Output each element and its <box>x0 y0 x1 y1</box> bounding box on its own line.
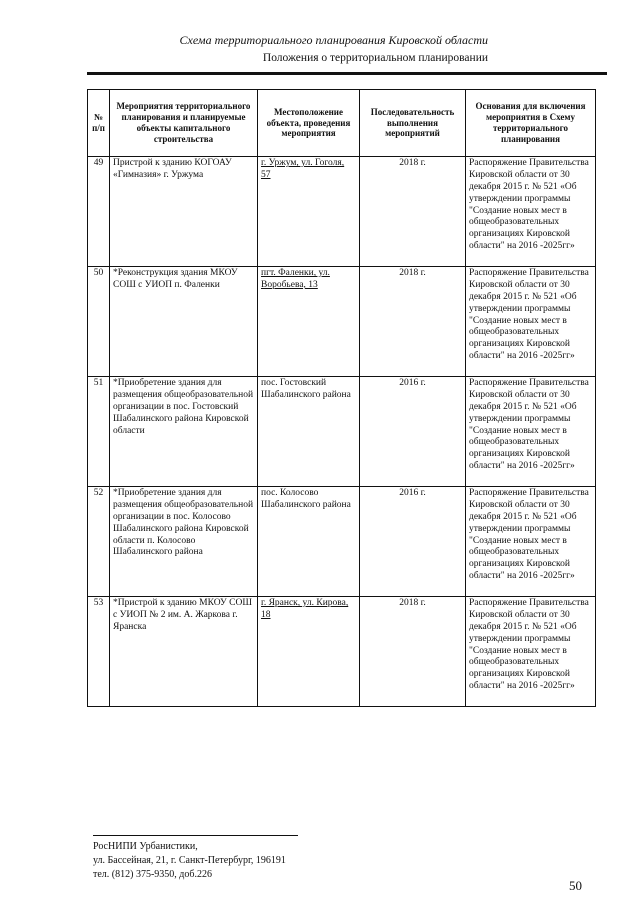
row-basis: Распоряжение Правительства Кировской области от 30 декабря 2015 г. № 521 «Об утверждении программы "Создание новых мест в общеобразовательных организациях Кировской области" на 2016 -2025гг» <box>466 487 596 597</box>
row-event: *Приобретение здания для размещения общеобразовательной организации в пос. Гостовский Шабалинского района Кировской области <box>110 377 258 487</box>
header-rule <box>87 72 607 75</box>
row-location-text: г. Яранск, ул. Кирова, 18 <box>261 598 349 620</box>
table-row <box>88 267 596 377</box>
row-number: 51 <box>88 377 110 487</box>
footer-organization: РосНИПИ Урбанистики, <box>93 841 198 852</box>
row-location <box>258 597 360 707</box>
row-event: *Реконструкция здания МКОУ СОШ с УИОП п. Фаленки <box>110 267 258 377</box>
row-location <box>258 157 360 267</box>
footer-rule <box>93 835 298 836</box>
table-row <box>88 597 596 707</box>
row-basis: Распоряжение Правительства Кировской области от 30 декабря 2015 г. № 521 «Об утверждении программы "Создание новых мест в общеобразовательных организациях Кировской области" на 2016 -2025гг» <box>466 377 596 487</box>
row-sequence: 2016 г. <box>360 377 466 487</box>
row-location: пос. Колосово Шабалинского района <box>258 487 360 597</box>
column-header-event: Мероприятия территориального планирования и планируемые объекты капитального строительства <box>110 90 258 157</box>
row-sequence: 2016 г. <box>360 487 466 597</box>
row-basis: Распоряжение Правительства Кировской области от 30 декабря 2015 г. № 521 «Об утверждении программы "Создание новых мест в общеобразовательных организациях Кировской области" на 2016 -2025гг» <box>466 267 596 377</box>
row-number: 53 <box>88 597 110 707</box>
row-basis: Распоряжение Правительства Кировской области от 30 декабря 2015 г. № 521 «Об утверждении программы "Создание новых мест в общеобразовательных организациях Кировской области" на 2016 -2025гг» <box>466 597 596 707</box>
row-number: 49 <box>88 157 110 267</box>
column-header-number: № п/п <box>88 90 110 157</box>
row-sequence: 2018 г. <box>360 597 466 707</box>
table-row <box>88 377 596 487</box>
column-header-basis: Основания для включения мероприятия в Схему территориального планирования <box>466 90 596 157</box>
footer-address: ул. Бассейная, 21, г. Санкт-Петербург, 196191 <box>93 855 286 866</box>
document-subtitle: Положения о территориальном планировании <box>262 52 488 64</box>
document-title: Схема территориального планирования Кировской области <box>179 33 488 47</box>
row-event: *Приобретение здания для размещения общеобразовательной организации в пос. Колосово Шабалинского района Кировской области п. Колосово Шабалинского района <box>110 487 258 597</box>
row-sequence: 2018 г. <box>360 267 466 377</box>
table-row <box>88 157 596 267</box>
footer-phone: тел. (812) 375-9350, доб.226 <box>93 869 212 880</box>
column-header-sequence: Последовательность выполнения мероприятий <box>360 90 466 157</box>
row-number: 50 <box>88 267 110 377</box>
planning-table <box>87 89 596 707</box>
column-header-location: Местоположение объекта, проведения мероприятия <box>258 90 360 157</box>
row-location-text: г. Уржум, ул. Гоголя, 57 <box>261 158 345 180</box>
row-number: 52 <box>88 487 110 597</box>
row-event: *Пристрой к зданию МКОУ СОШ с УИОП № 2 им. А. Жаркова г. Яранска <box>110 597 258 707</box>
row-location <box>258 267 360 377</box>
row-location: пос. Гостовский Шабалинского района <box>258 377 360 487</box>
page-number: 50 <box>569 878 582 893</box>
row-basis: Распоряжение Правительства Кировской области от 30 декабря 2015 г. № 521 «Об утверждении программы "Создание новых мест в общеобразовательных организациях Кировской области" на 2016 -2025гг» <box>466 157 596 267</box>
table-header-row <box>88 90 596 157</box>
row-location-text: пгт. Фаленки, ул. Воробьева, 13 <box>261 268 330 290</box>
table-row <box>88 487 596 597</box>
row-sequence: 2018 г. <box>360 157 466 267</box>
row-event: Пристрой к зданию КОГОАУ «Гимназия» г. Уржума <box>110 157 258 267</box>
